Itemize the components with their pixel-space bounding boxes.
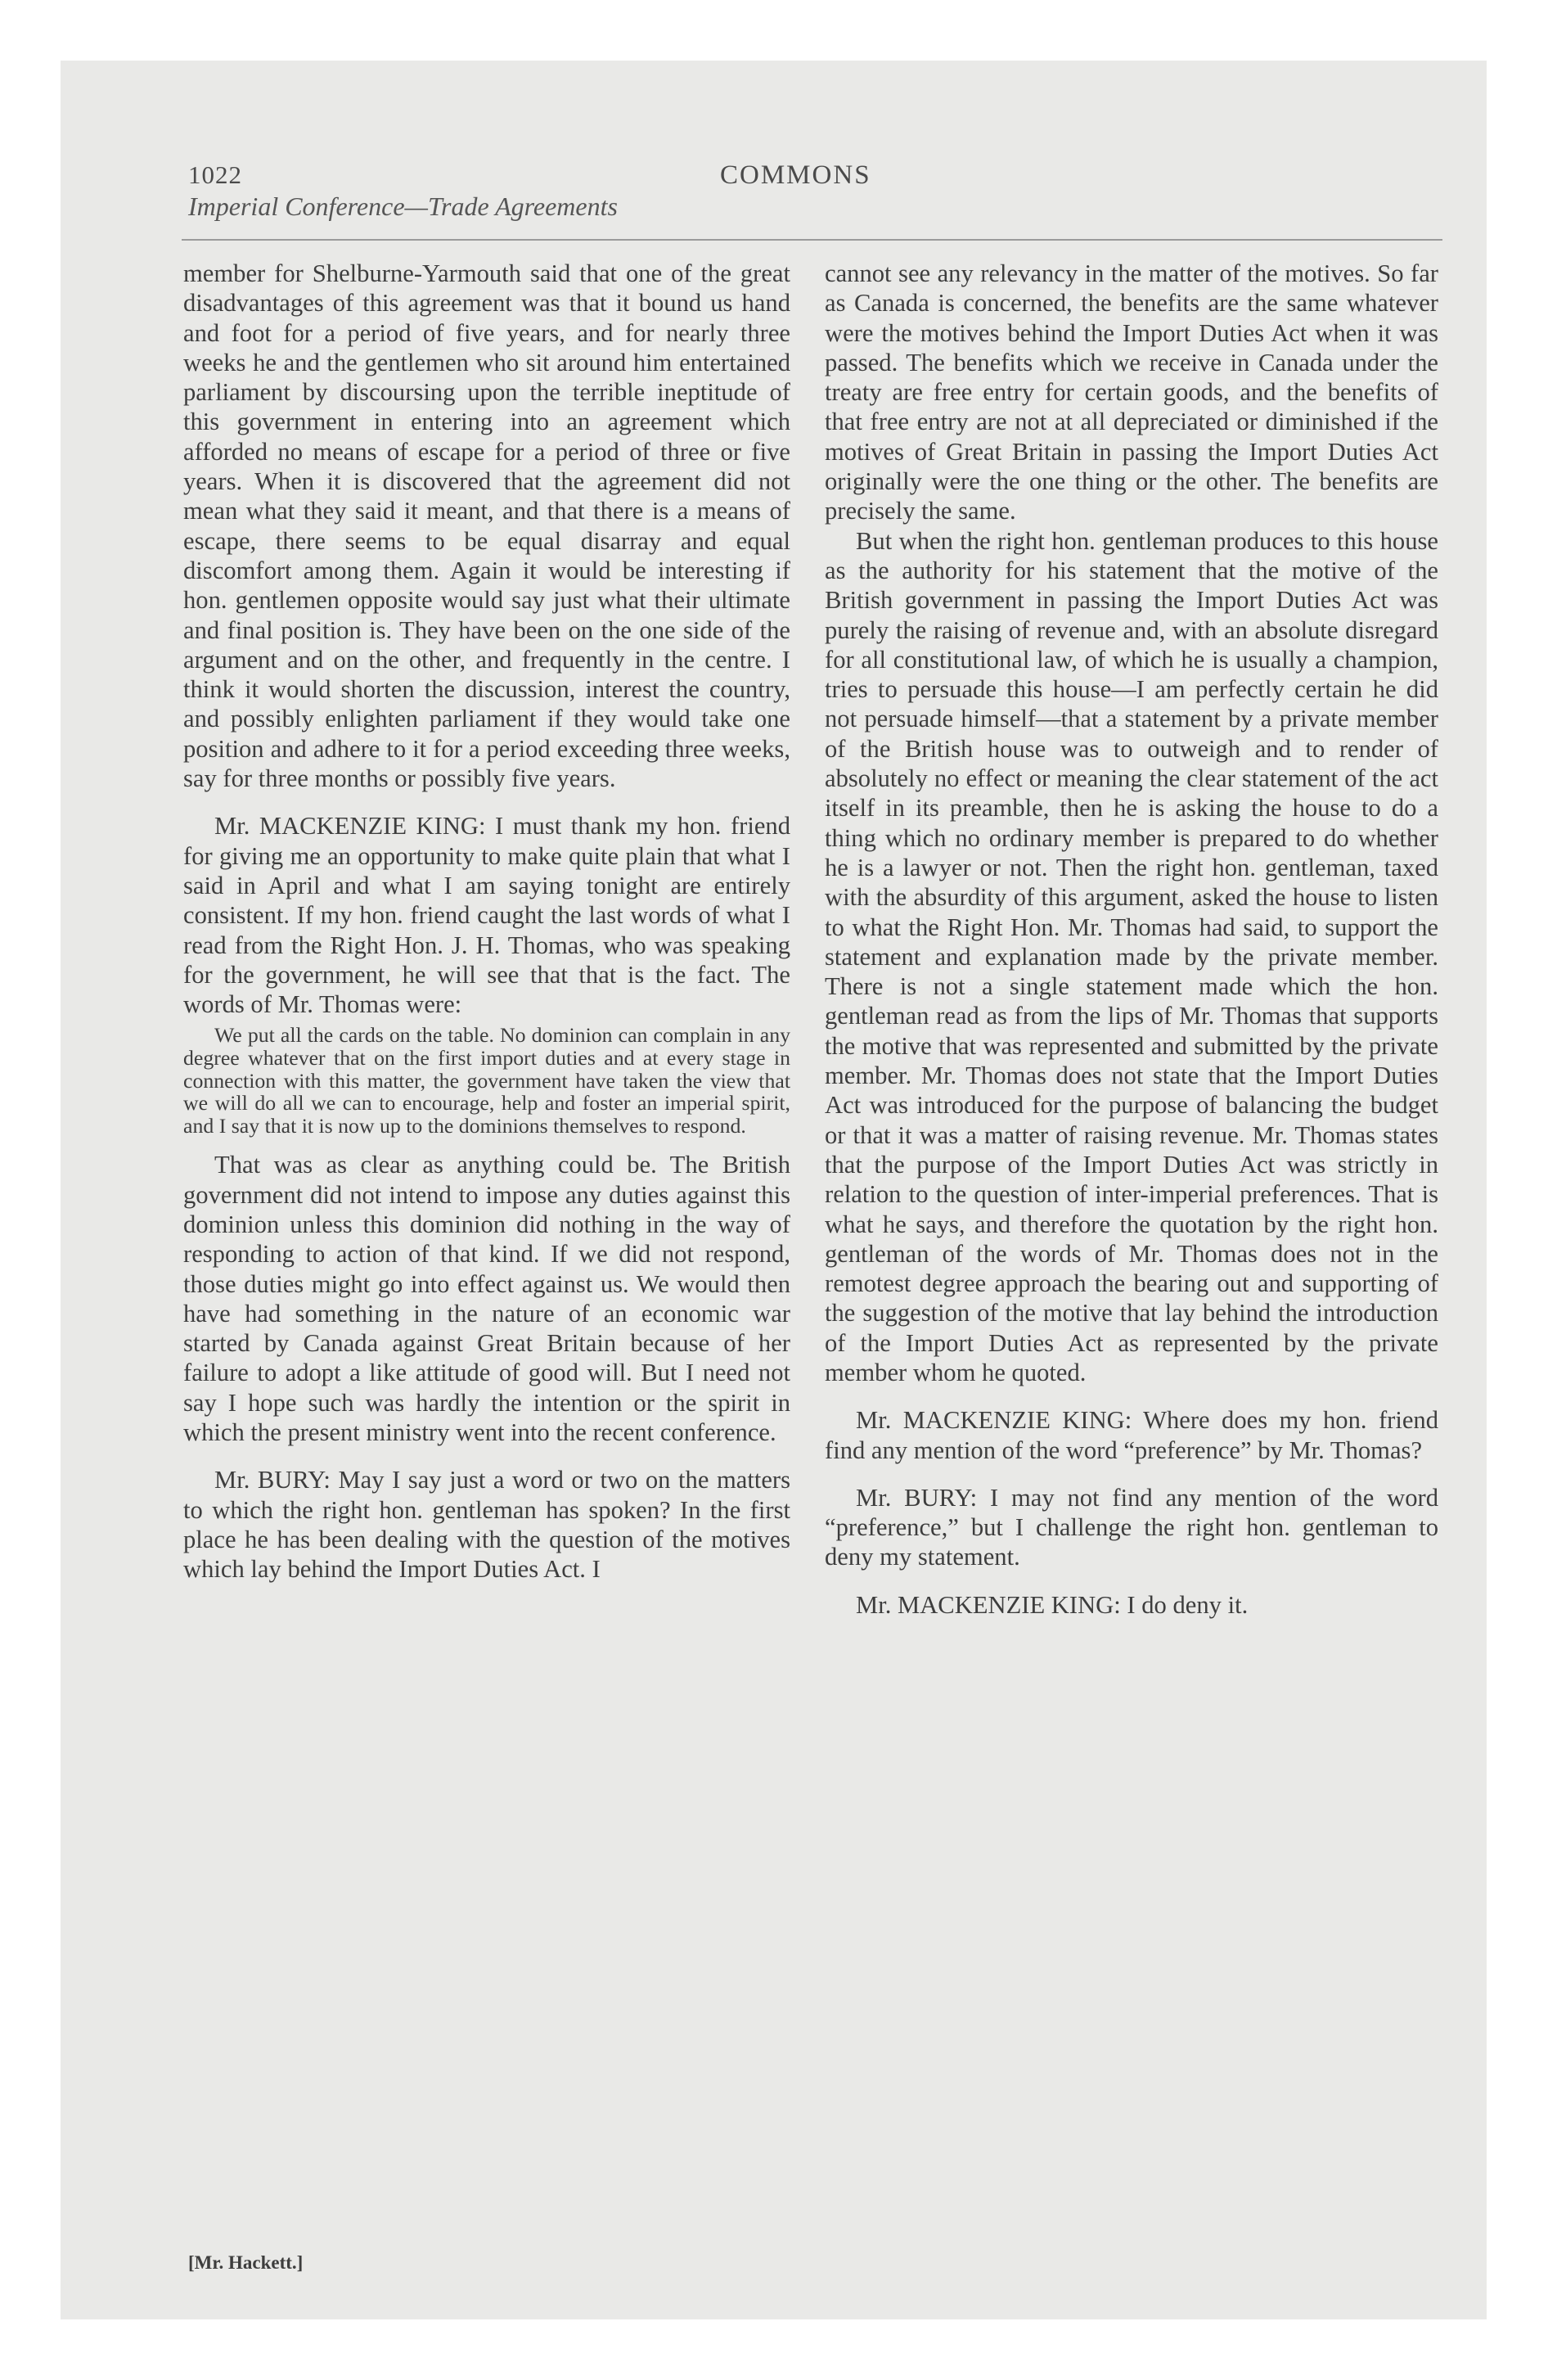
speech-mackenzie-king: Mr. MACKENZIE KING: Where does my hon. friend find any mention of the word “preference” by Mr. Thomas?: [825, 1406, 1438, 1464]
paragraph: But when the right hon. gentleman produces to this house as the authority for his statement that the motive of the British government in passing the Import Duties Act was purely the raising of revenue and, with an absolute disregard for all constitutional law, of which he is usually a champion, tries to persuade this house—I am perfectly certain he did not persuade himself—that a statement by a private member of the British house was to outweigh and to render of absolutely no effect or meaning the clear statement of the act itself in its preamble, then he is asking the house to do a thing which no ordinary member is prepared to do whether he is a lawyer or not. Then the right hon. gentleman, taxed with the absurdity of this argument, asked the house to listen to what the Right Hon. Mr. Thomas had said, to support the statement and explanation made by the private member. There is not a single statement made which the hon. gentleman read as from the lips of Mr. Thomas that supports the motive that was represented and submitted by the private member. Mr. Thomas does not state that the Import Duties Act was introduced for the purpose of balancing the budget or that it was a matter of raising revenue. Mr. Thomas states that the purpose of the Import Duties Act was strictly in relation to the question of inter-imperial preferences. That is what he says, and therefore the quotation by the right hon. gentleman of the words of Mr. Thomas does not in the remotest degree approach the bearing out and supporting of the suggestion of the motive that lay behind the introduction of the Import Duties Act as represented by the private member whom he quoted.: [825, 526, 1438, 1386]
speech-bury: Mr. BURY: May I say just a word or two on the matters to which the right hon. gentleman has spoken? In the first place he has been dealing with the question of the motives which lay behind the Import Duties Act. I: [183, 1466, 790, 1584]
section-title: Imperial Conference—Trade Agreements: [188, 192, 618, 221]
speech-mackenzie-king: Mr. MACKENZIE KING: I do deny it.: [856, 1590, 1249, 1619]
page-number: 1022: [188, 160, 242, 189]
speech-bury: Mr. BURY: I may not find any mention of the word “preference,” but I challenge the right hon. gentleman to deny my statement.: [825, 1483, 1438, 1571]
block-quote: We put all the cards on the table. No dominion can complain in any degree whatever that on the first import duties and at every stage in connection with this matter, the government have taken the view that we will do all we can to encourage, help and foster an imperial spirit, and I say that it is now up to the dominions themselves to respond.: [183, 1023, 790, 1138]
paragraph: That was as clear as anything could be. The British government did not intend to impose any duties against this dominion unless this dominion did nothing in the way of responding to action of that kind. If we did not respond, those duties might go into effect against us. We would then have had something in the nature of an economic war started by Canada against Great Britain because of her failure to adopt a like attitude of good will. But I need not say I hope such was hardly the intention or the spirit in which the present ministry went into the recent conference.: [183, 1151, 790, 1447]
left-column: [183, 259, 790, 1584]
header-rule: [182, 239, 1442, 241]
running-head: COMMONS: [720, 160, 871, 190]
paragraph: member for Shelburne-Yarmouth said that one of the great disadvantages of this agreement was that it bound us hand and foot for a period of five years, and for nearly three weeks he and the gentlemen who sit around him entertained parliament by discoursing upon the terrible ineptitude of this government in entering into an agreement which afforded no means of escape for a period of three or five years. When it is discovered that the agreement did not mean what they said it meant, and that there is a means of escape, there seems to be equal disarray and equal discomfort among them. Again it would be interesting if hon. gentlemen opposite would say just what their ultimate and final position is. They have been on the one side of the argument and on the other, and frequently in the centre. I think it would shorten the discussion, interest the country, and possibly enlighten parliament if they would take one position and adhere to it for a period exceeding three weeks, say for three months or possibly five years.: [183, 259, 790, 793]
right-column: [825, 259, 1438, 1620]
speaker-footer-note: [Mr. Hackett.]: [188, 2252, 304, 2273]
paragraph: cannot see any relevancy in the matter of the motives. So far as Canada is concerned, the benefits are the same whatever were the motives behind the Import Duties Act when it was passed. The benefits which we receive in Canada under the treaty are free entry for certain goods, and the benefits of that free entry are not at all depreciated or diminished if the motives of Great Britain in passing the Import Duties Act originally were the one thing or the other. The benefits are precisely the same.: [825, 259, 1438, 525]
speech-mackenzie-king: Mr. MACKENZIE KING: I must thank my hon. friend for giving me an opportunity to make quite plain that what I said in April and what I am saying tonight are entirely consistent. If my hon. friend caught the last words of what I read from the Right Hon. J. H. Thomas, who was speaking for the government, he will see that that is the fact. The words of Mr. Thomas were:: [183, 812, 790, 1019]
